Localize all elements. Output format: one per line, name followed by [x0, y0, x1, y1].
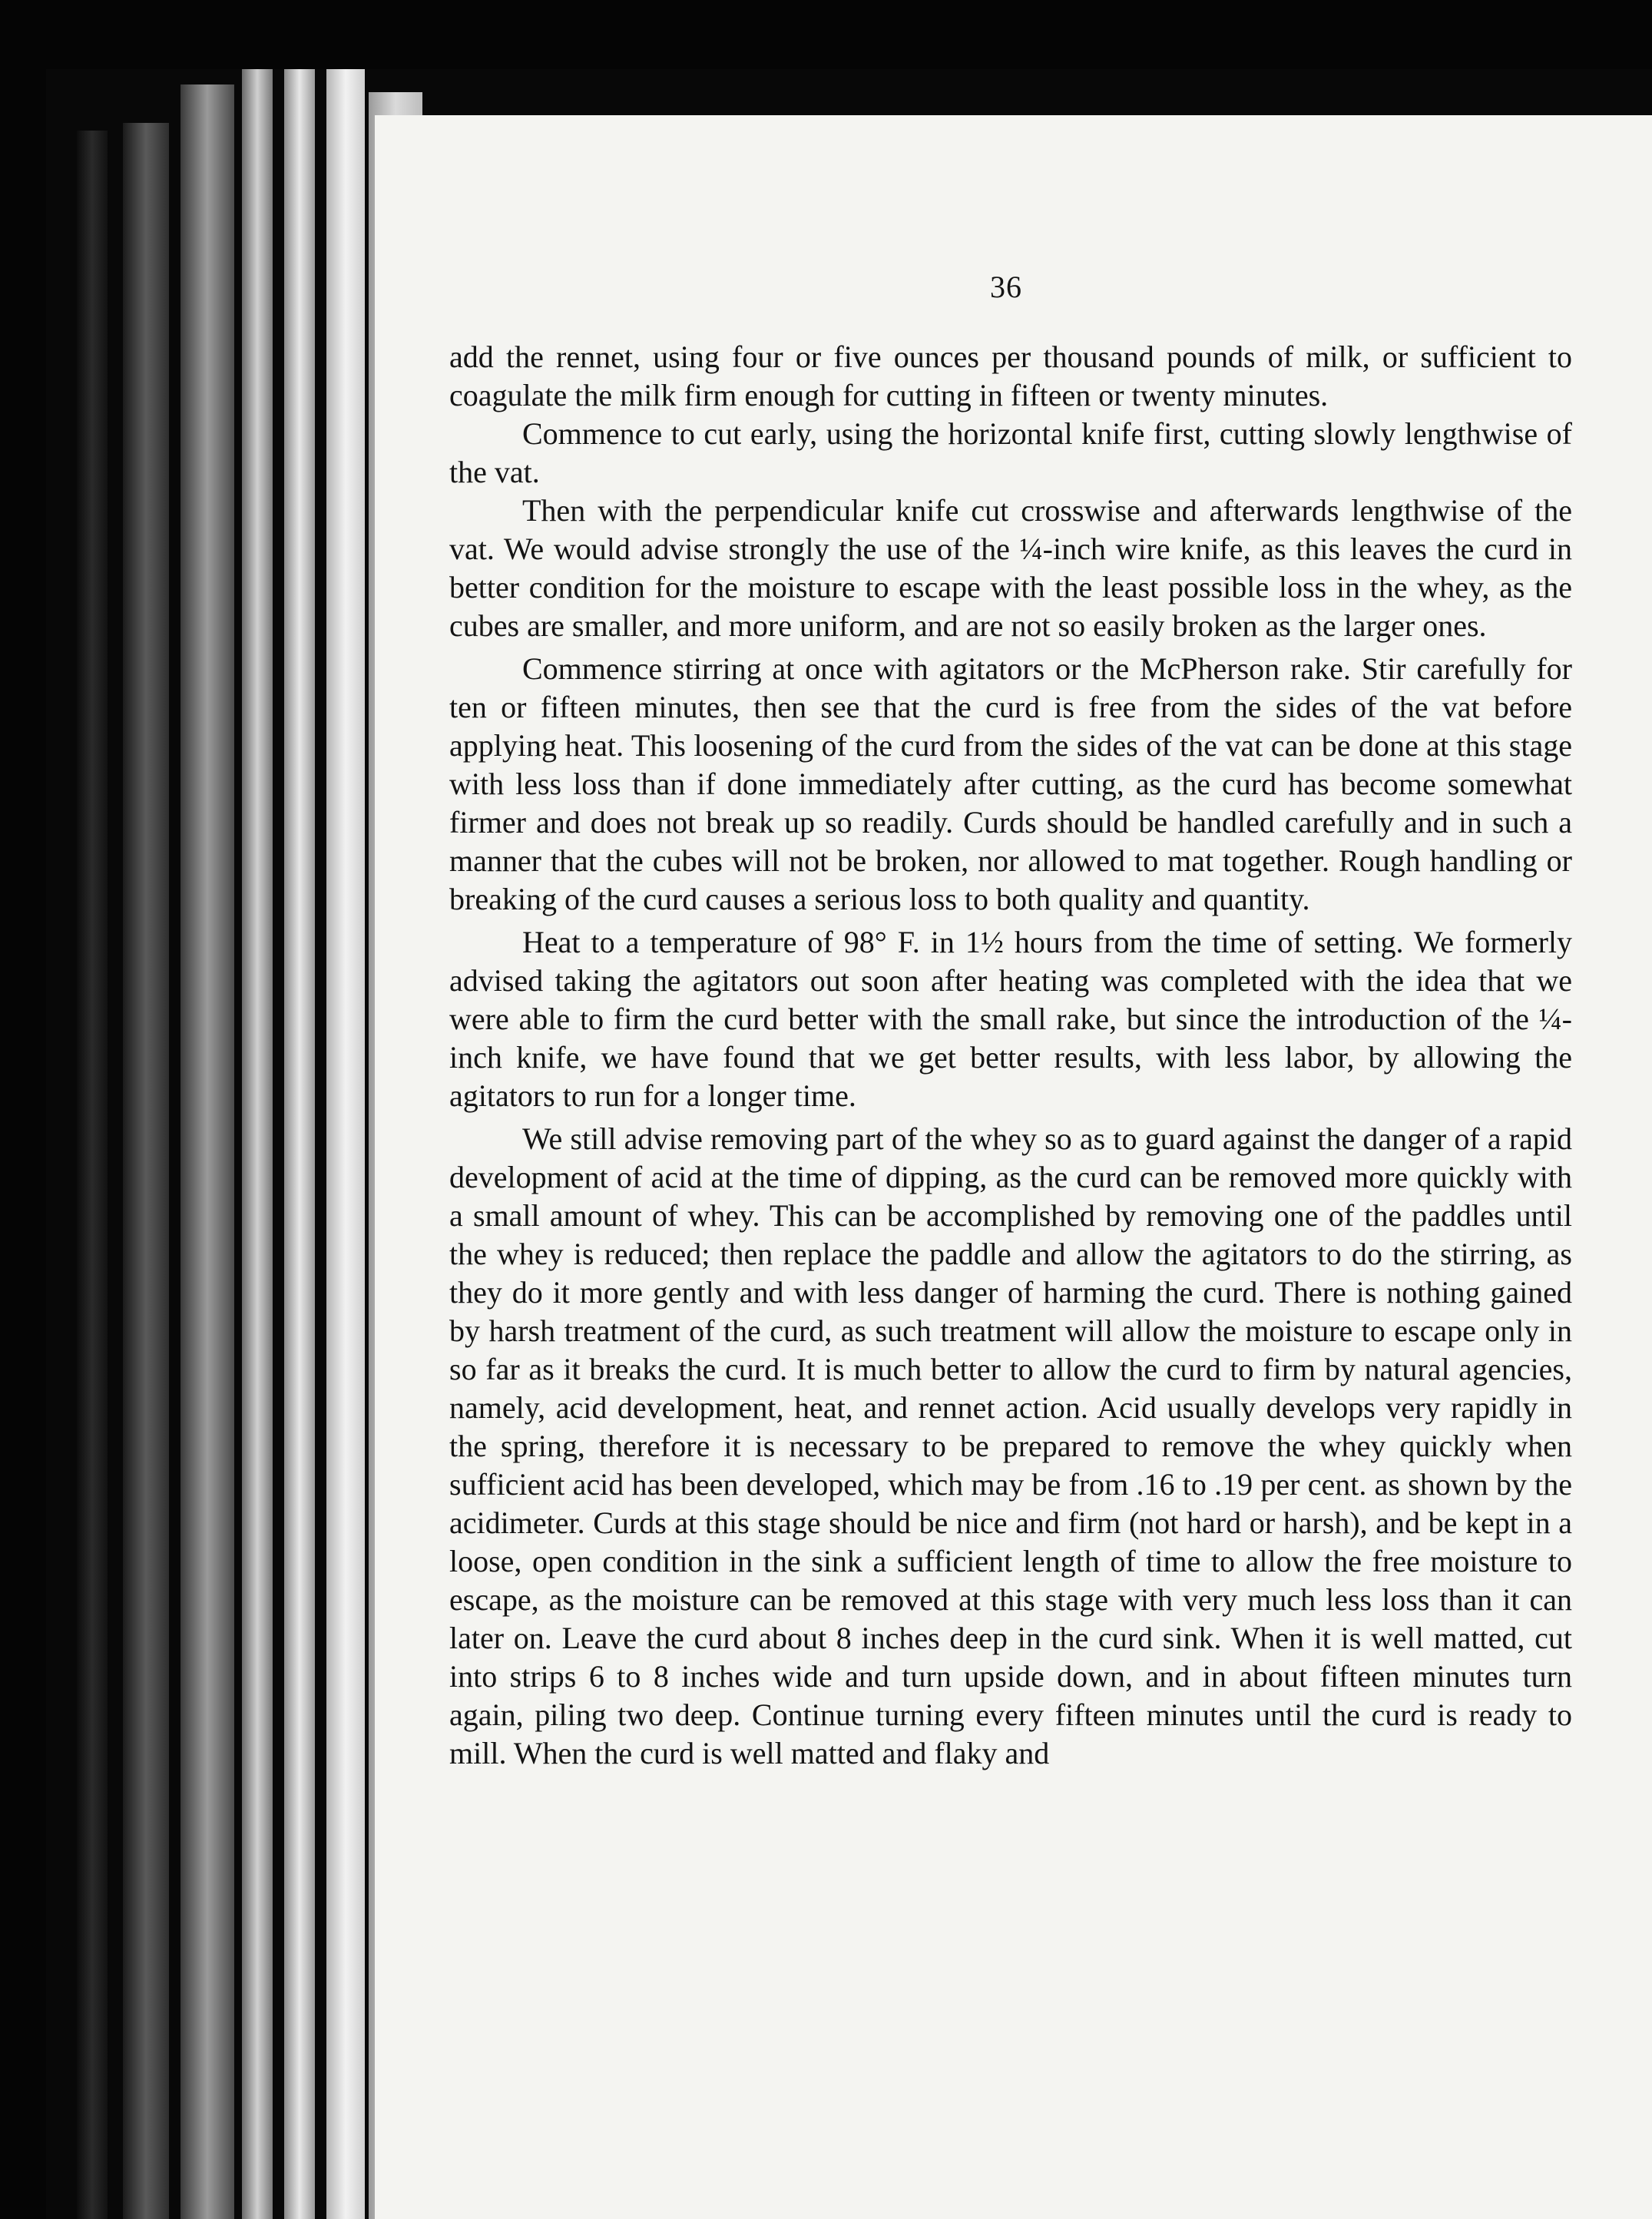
page-edge	[242, 69, 273, 2219]
page-edge	[123, 123, 169, 2219]
page-edge	[284, 69, 315, 2219]
paragraph: We still advise removing part of the whey so as to guard against the danger of a rapid development of acid at the time of dipping, as the curd can be removed more quickly with a small amount of whey. This can be accomplished by removing one of the paddles until the whey is reduced; then replace the paddle and allow the agitators to do the stirring, as they do it more gently and with less danger of harming the curd. There is nothing gained by harsh treatment of the curd, as such treatment will allow the moisture to escape only in so far as it breaks the curd. It is much better to allow the curd to firm by natural agencies, namely, acid development, heat, and rennet action. Acid usually develops very rapidly in the spring, therefore it is necessary to be prepared to remove the whey quickly when sufficient acid has been developed, which may be from .16 to .19 per cent. as shown by the acidimeter. Curds at this stage should be nice and firm (not hard or harsh), and be kept in a loose, open condition in the sink a sufficient length of time to allow the free moisture to escape, as the moisture can be removed at this stage with very much less loss than it can later on. Leave the curd about 8 inches deep in the curd sink. When it is well matted, cut into strips 6 to 8 inches wide and turn upside down, and in about fifteen minutes turn again, piling two deep. Continue turning every fifteen minutes until the curd is ready to mill. When the curd is well matted and flaky and	[449, 1121, 1572, 1770]
page-edge	[326, 69, 365, 2219]
body-text	[449, 338, 1572, 1773]
paragraph: add the rennet, using four or five ounces per thousand pounds of milk, or sufficient to coagulate the milk firm enough for cutting in fifteen or twenty minutes.	[449, 339, 1572, 412]
paragraph: Commence stirring at once with agitators or the McPherson rake. Stir carefully for ten or fifteen minutes, then see that the curd is free from the sides of the vat before applying heat. This loosening of the curd from the sides of the vat can be done at this stage with less loss than if done immediately after cutting, as the curd has become somewhat firmer and does not break up so readily. Curds should be handled carefully and in such a manner that the cubes will not be broken, nor allowed to mat together. Rough handling or breaking of the curd causes a serious loss to both quality and quantity.	[449, 651, 1572, 916]
paragraph: Heat to a temperature of 98° F. in 1½ hours from the time of setting. We formerly advised taking the agitators out soon after heating was completed with the idea that we were able to firm the curd better with the small rake, but since the introduction of the ¼-inch knife, we have found that we get better results, with less labor, by allowing the agitators to run for a longer time.	[449, 925, 1572, 1113]
page-number: 36	[990, 270, 1022, 304]
paragraph: Commence to cut early, using the horizontal knife first, cutting slowly lengthwise of the vat.	[449, 416, 1572, 489]
page-edge	[77, 131, 108, 2219]
paragraph: Then with the perpendicular knife cut crosswise and afterwards lengthwise of the vat. We would advise strongly the use of the ¼-inch wire knife, as this leaves the curd in better condition for the moisture to escape with the least possible loss in the whey, as the cubes are smaller, and more uniform, and are not so easily broken as the larger ones.	[449, 493, 1572, 643]
page-edge	[180, 84, 234, 2219]
